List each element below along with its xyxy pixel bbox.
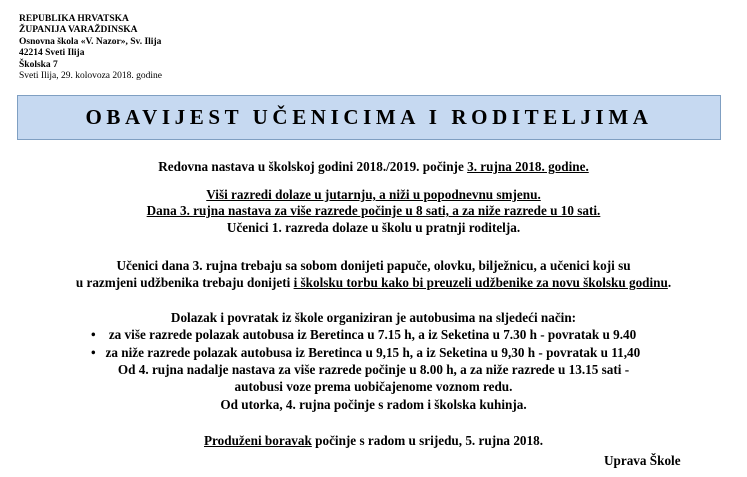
from-sept-4: Od 4. rujna nadalje nastava za više razrede počinje u 8.00 h, a za niže razrede u 13.15 sati -	[117, 362, 630, 377]
extended-stay-label: Produženi boravak	[204, 433, 312, 448]
school-year-start	[0, 159, 747, 175]
header-school: Osnovna škola «V. Nazor», Sv. Ilija	[19, 36, 162, 47]
bus-intro: Dolazak i povratak iz škole organiziran je autobusima na sljedeći način:	[170, 310, 577, 325]
kitchen-info: Od utorka, 4. rujna počinje s radom i školska kuhinja.	[220, 397, 527, 412]
bullet-icon: •	[91, 345, 106, 360]
title-banner	[17, 95, 721, 140]
header-county: ŽUPANIJA VARAŽDINSKA	[19, 25, 138, 36]
bus-schedule: autobusi voze prema uobičajenome voznom redu.	[234, 379, 513, 394]
supplies-line-2	[0, 275, 747, 291]
bullet-icon: •	[91, 327, 109, 342]
bullet-lower-text: za niže razrede polazak autobusa iz Beretinca u 9,15 h, a iz Seketina u 9,30 h - povratak u 11,40	[105, 345, 641, 360]
start-text: Redovna nastava u školskoj godini 2018./2019. počinje	[158, 159, 468, 174]
bus-bullet-lower	[91, 345, 640, 361]
header-street: Školska 7	[19, 59, 58, 70]
extended-stay-text: počinje s radom u srijedu, 5. rujna 2018.	[311, 433, 543, 448]
bullet-upper-text: za više razrede polazak autobusa iz Beretinca u 7.15 h, a iz Seketina u 7.30 h - povratak u 9.40	[108, 327, 637, 342]
letterhead	[19, 14, 162, 82]
start-date: 3. rujna 2018. godine.	[467, 159, 589, 174]
first-grade-info: Učenici 1. razreda dolaze u školu u pratnji roditelja.	[226, 220, 521, 235]
header-country: REPUBLIKA HRVATSKA	[19, 14, 129, 24]
header-date: Sveti Ilija, 29. kolovoza 2018. godine	[19, 71, 163, 82]
page-title: OBAVIJEST UČENICIMA I RODITELJIMA	[85, 105, 653, 129]
signature: Uprava Škole	[604, 453, 681, 468]
supplies-line-1: Učenici dana 3. rujna trebaju sa sobom donijeti papuče, olovku, bilježnicu, a učenici koji su	[116, 258, 631, 273]
supplies-text: u razmjeni udžbenika trebaju donijeti	[75, 275, 294, 290]
header-postal: 42214 Sveti Ilija	[19, 48, 85, 59]
supplies-underlined: i školsku torbu kako bi preuzeli udžbenike za novu školsku godinu	[293, 275, 668, 290]
supplies-period: .	[667, 275, 672, 290]
first-day-hours: Dana 3. rujna nastava za više razrede počinje u 8 sati, a za niže razrede u 10 sati.	[146, 203, 601, 218]
shift-info: Viši razredi dolaze u jutarnju, a niži u popodnevnu smjenu.	[206, 187, 541, 202]
bus-bullet-upper	[91, 327, 636, 343]
extended-stay	[0, 433, 747, 449]
